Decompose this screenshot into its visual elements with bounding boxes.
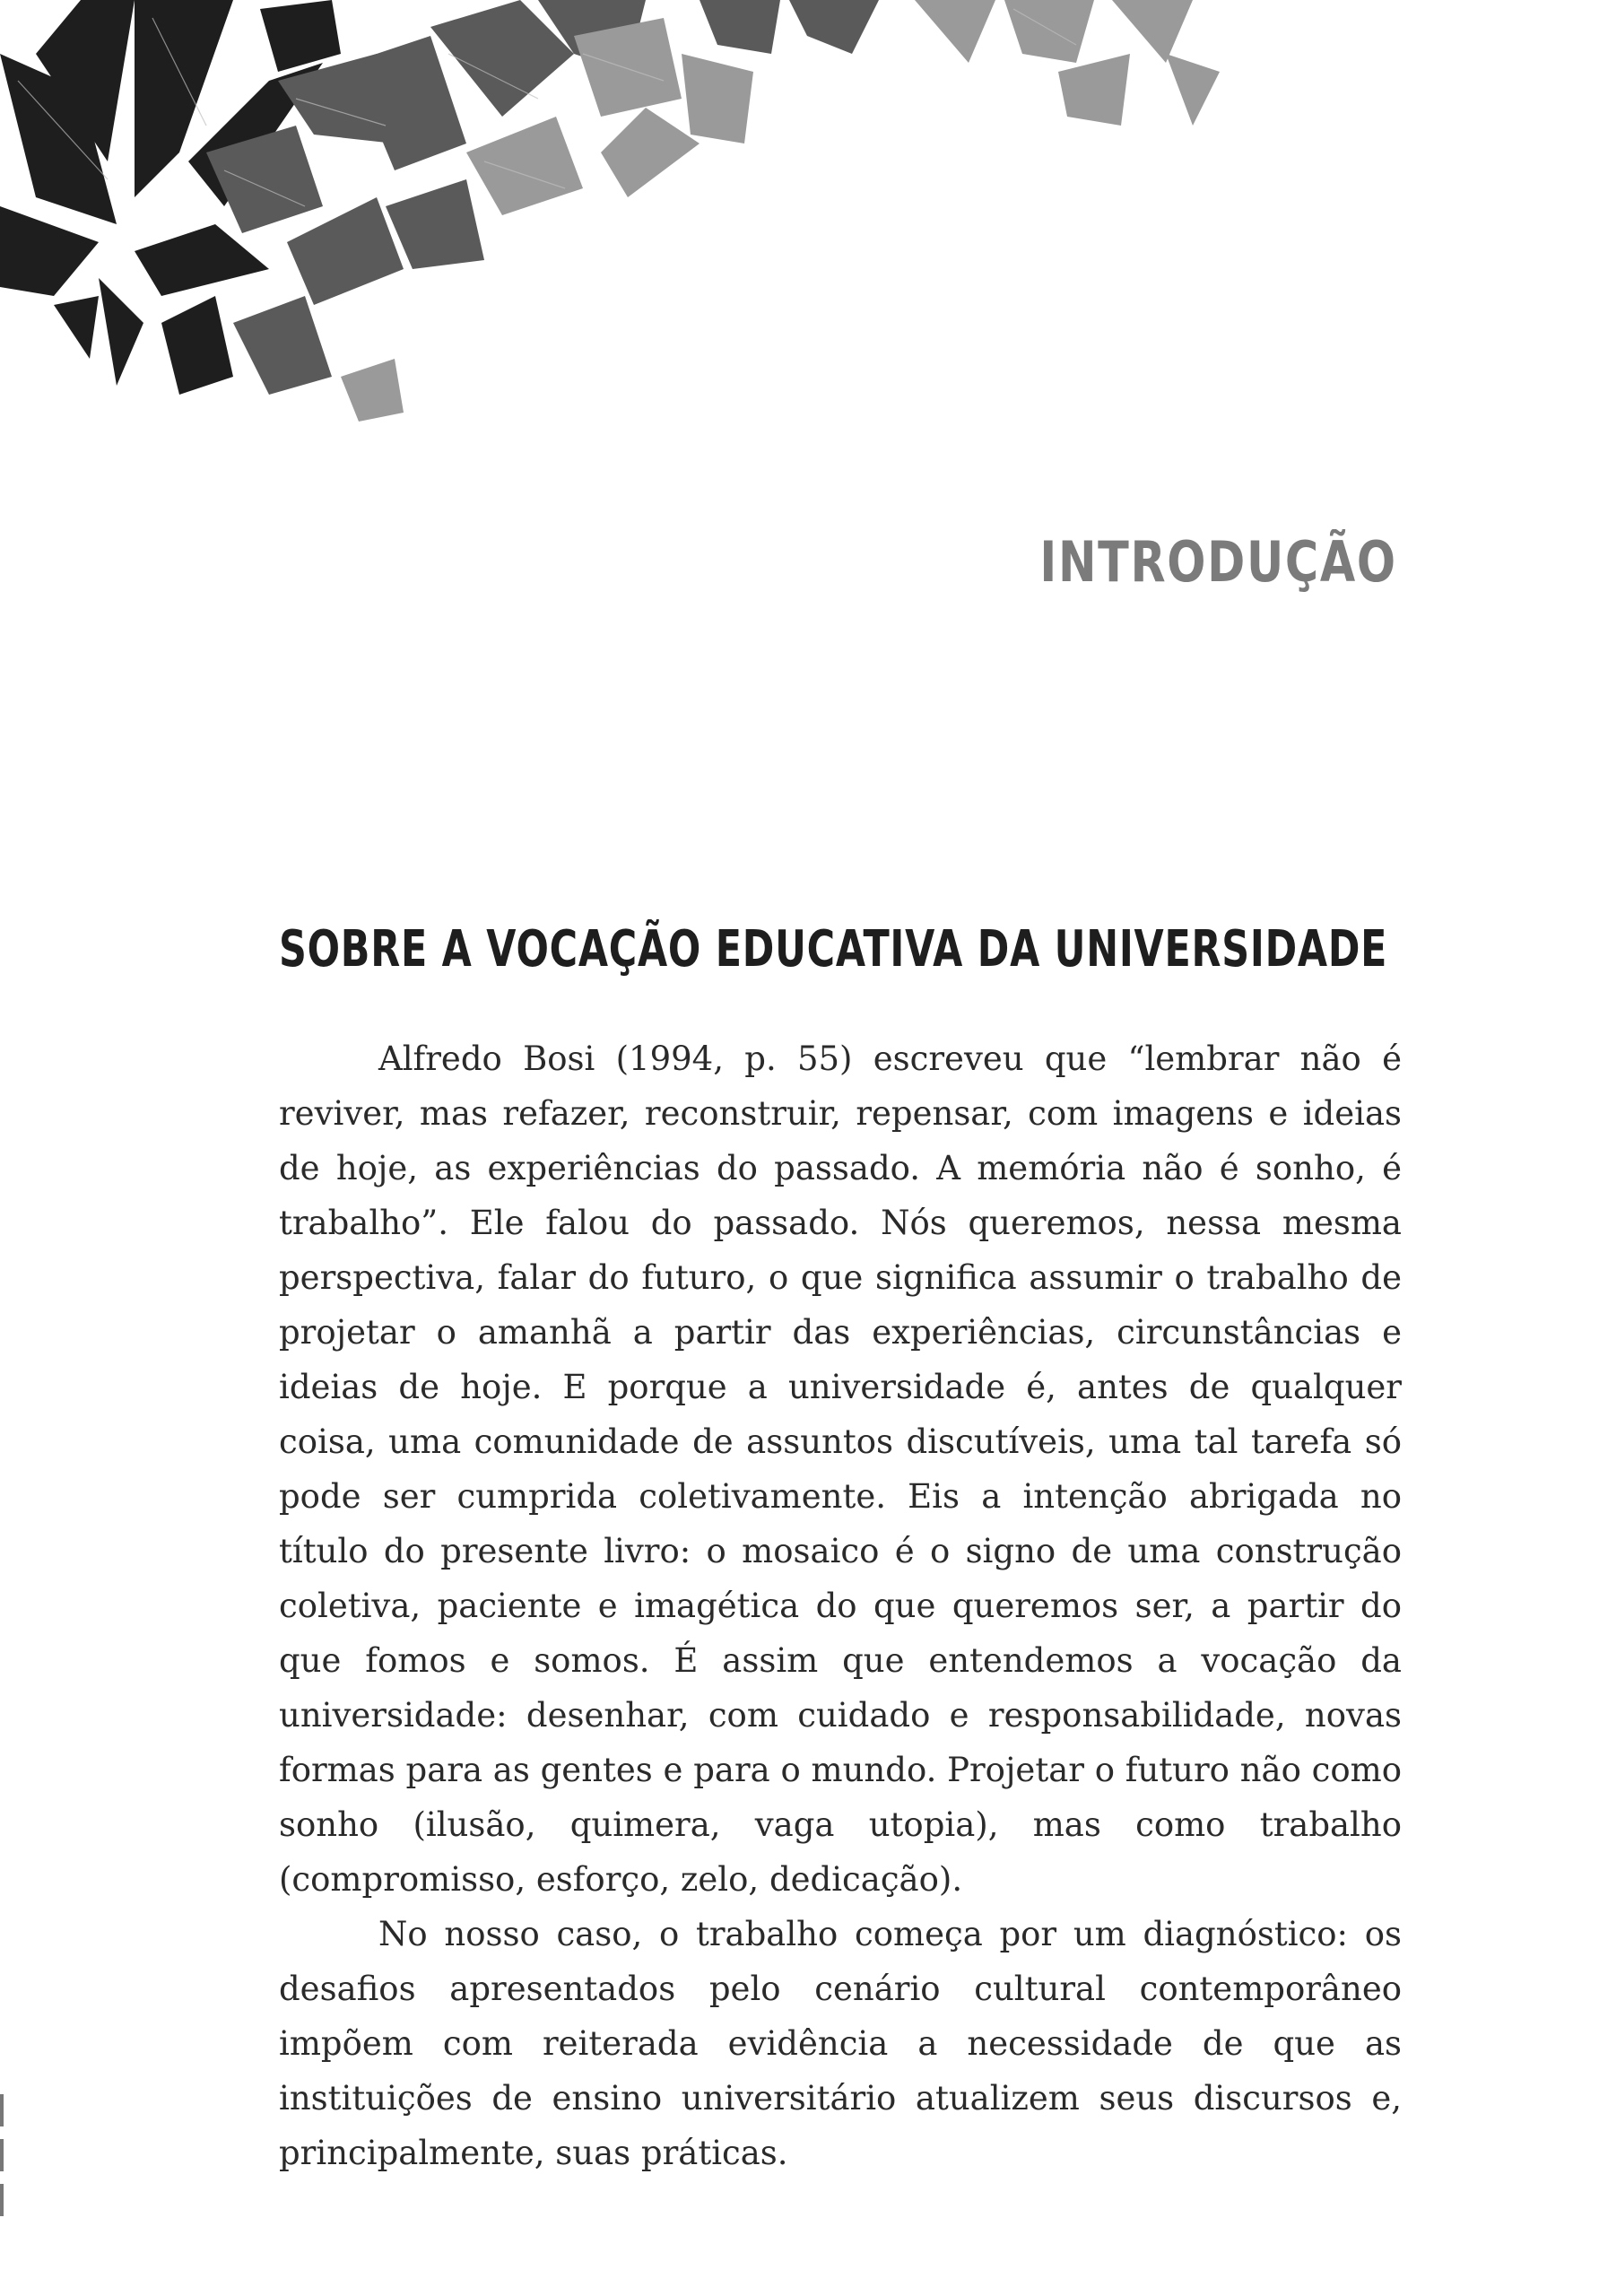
paragraph: No nosso caso, o trabalho começa por um diagnóstico: os desafios apresentados pelo cenário cultural contemporâneo impõem com reiterada evidência a necessidade de que as instituições de ensino universitário atualizem seus discursos e, principalmente, suas práticas. bbox=[279, 1915, 1402, 2172]
paragraph: Alfredo Bosi (1994, p. 55) escreveu que “lembrar não é reviver, mas refazer, reconstruir, repensar, com imagens e ideias de hoje, as experiências do passado. A memória não é sonho, é trabalho”. Ele falou do passado. Nós queremos, nessa mesma perspectiva, falar do futuro, o que significa assumir o trabalho de projetar o amanhã a partir das experiências, circunstâncias e ideias de hoje. E porque a universidade é, antes de qualquer coisa, uma comunidade de assuntos discutíveis, uma tal tarefa só pode ser cumprida coletivamente. Eis a intenção abrigada no título do presente livro: o mosaico é o signo de uma construção coletiva, paciente e imagética do que queremos ser, a partir do que fomos e somos. É assim que entendemos a vocação da universidade: desenhar, com cuidado e responsabilidade, novas formas para as gentes e para o mundo. Projetar o futuro não como sonho (ilusão, quimera, vaga utopia), mas como trabalho (compromisso, esforço, zelo, dedicação). bbox=[279, 1039, 1402, 1899]
mosaic-decoration bbox=[0, 0, 1599, 448]
margin-ticks bbox=[0, 2094, 5, 2220]
section-title: SOBRE A VOCAÇÃO EDUCATIVA DA UNIVERSIDADE bbox=[279, 920, 1388, 978]
body-text bbox=[279, 1031, 1402, 2180]
chapter-title: INTRODUÇÃO bbox=[1039, 529, 1397, 595]
